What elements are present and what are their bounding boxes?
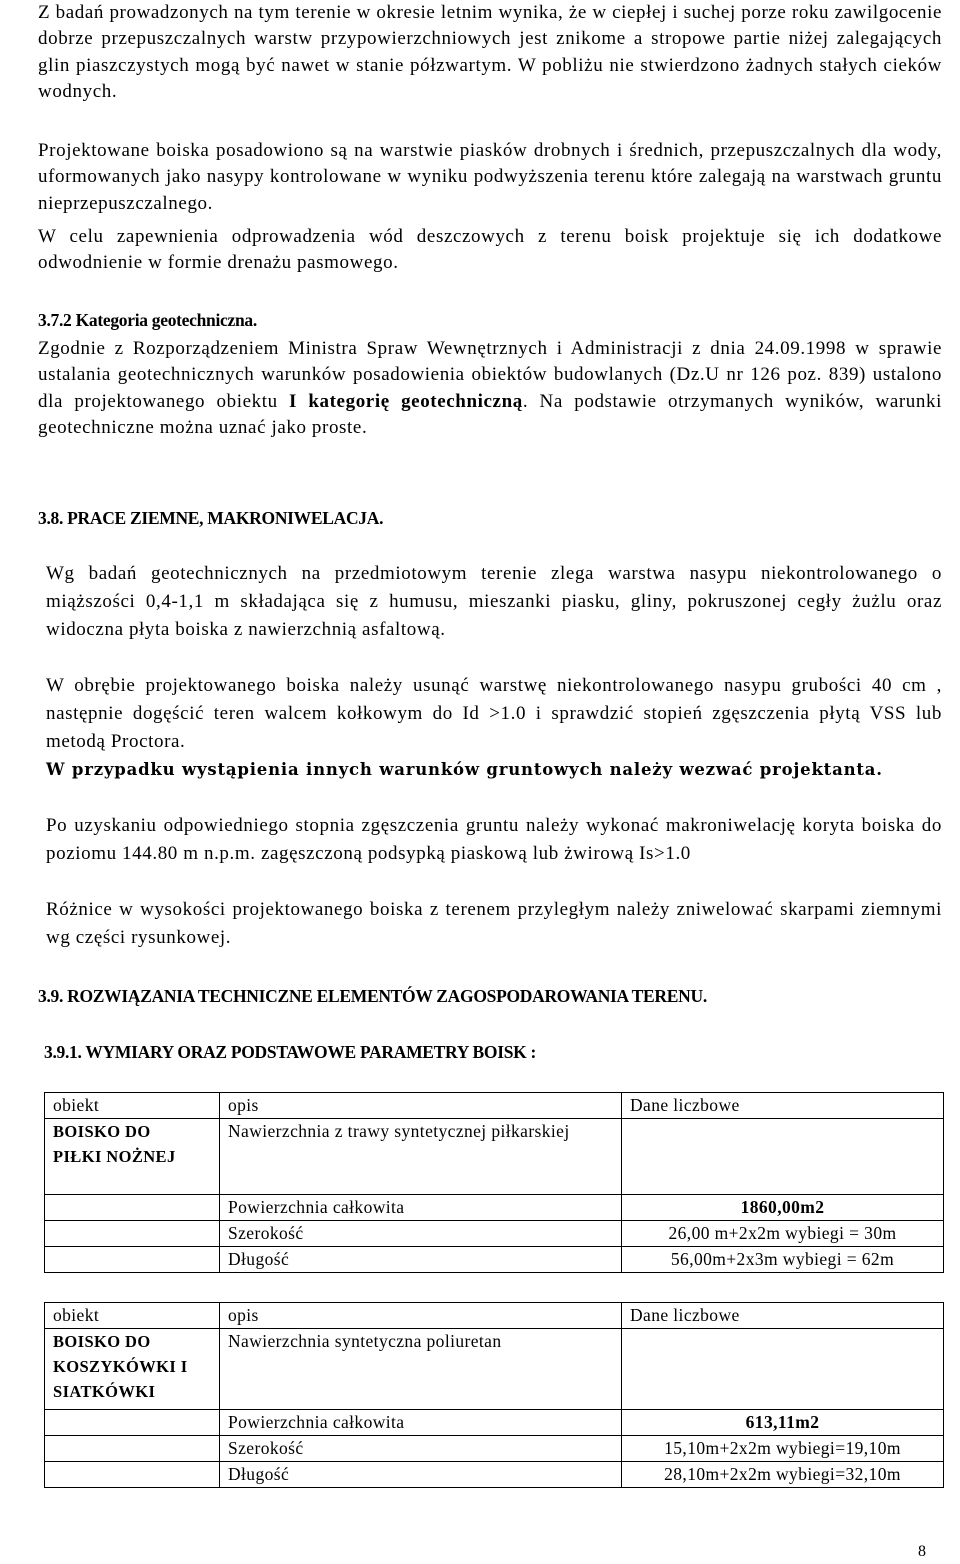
- table-row-name: [45, 1329, 944, 1410]
- header-object: obiekt: [45, 1303, 220, 1329]
- row-label: Długość: [220, 1247, 622, 1273]
- paragraph-fill-removal: W obrębie projektowanego boiska należy usunąć warstwę niekontrolowanego nasypu grubości 40 cm , następnie dogęścić teren walcem kołkowym do Id >1.0 i sprawdzić stopień zgęszczenia płytą VSS lub metodą Proctora.: [46, 675, 942, 752]
- table-basketball-volleyball: [44, 1302, 944, 1488]
- empty-cell: [45, 1462, 220, 1488]
- header-values: Dane liczbowe: [622, 1303, 944, 1329]
- row-value: 26,00 m+2x2m wybiegi = 30m: [622, 1221, 944, 1247]
- table-row: [45, 1195, 944, 1221]
- paragraph-soil-moisture: Z badań prowadzonych na tym terenie w okresie letnim wynika, że w ciepłej i suchej porze roku zawilgocenie dobrze przepuszczalnych warstw przypowierzchniowych jest znikome a stropowe partie niżej zalegających glin piaszczystych mogą być nawet w stanie półzwartym. W pobliżu nie stwierdzono żadnych stałych cieków wodnych.: [38, 2, 942, 103]
- heading-earthworks: 3.8. PRACE ZIEMNE, MAKRONIWELACJA.: [38, 508, 384, 528]
- paragraph-leveling: Po uzyskaniu odpowiedniego stopnia zgęszczenia gruntu należy wykonać makroniwelację koryta boiska do poziomu 144.80 m n.p.m. zagęszczoną podsypką piaskową lub żwirową Is>1.0: [46, 815, 942, 864]
- table-row: [45, 1247, 944, 1273]
- row-value: 613,11m2: [622, 1410, 944, 1436]
- header-description: opis: [220, 1093, 622, 1119]
- table-header-row: [45, 1093, 944, 1119]
- row-label: Powierzchnia całkowita: [220, 1195, 622, 1221]
- empty-cell: [45, 1410, 220, 1436]
- row-label: Powierzchnia całkowita: [220, 1410, 622, 1436]
- table-row: [45, 1410, 944, 1436]
- row-value: 1860,00m2: [622, 1195, 944, 1221]
- heading-geotechnical-category: 3.7.2 Kategoria geotechniczna.: [38, 310, 257, 330]
- pitch-name: [45, 1119, 220, 1195]
- paragraph-slopes: Różnice w wysokości projektowanego boiska z terenem przyległym należy zniwelować skarpami ziemnymi wg części rysunkowej.: [46, 899, 942, 948]
- header-object: obiekt: [45, 1093, 220, 1119]
- pitch-name-line: BOISKO DO: [53, 1332, 151, 1351]
- empty-cell: [45, 1195, 220, 1221]
- empty-cell: [622, 1329, 944, 1410]
- header-description: opis: [220, 1303, 622, 1329]
- table-header-row: [45, 1303, 944, 1329]
- table-row: [45, 1221, 944, 1247]
- empty-cell: [45, 1436, 220, 1462]
- row-label: Szerokość: [220, 1221, 622, 1247]
- text-conditions: . Na podstawie otrzymanych wyników, warunki geotechniczne można uznać jako proste.: [38, 390, 942, 439]
- row-value: 28,10m+2x2m wybiegi=32,10m: [622, 1462, 944, 1488]
- paragraph-drainage: W celu zapewnienia odprowadzenia wód deszczowych z terenu boisk projektuje się ich dodatkowe odwodnienie w formie drenażu pasmowego.: [38, 226, 942, 274]
- empty-cell: [45, 1221, 220, 1247]
- row-label: Szerokość: [220, 1436, 622, 1462]
- paragraph-geotechnical-category: [38, 336, 942, 442]
- paragraph-fill-layer: Wg badań geotechnicznych na przedmiotowym terenie zlega warstwa nasypu niekontrolowanego o miąższości 0,4-1,1 m składająca się z humusu, mieszanki piasku, gliny, pokruszonej cegły żużlu oraz widoczna płyta boiska z nawierzchnią asfaltową.: [46, 563, 942, 640]
- surface-description: Nawierzchnia syntetyczna poliuretan: [220, 1329, 622, 1410]
- row-value: 15,10m+2x2m wybiegi=19,10m: [622, 1436, 944, 1462]
- table-row: [45, 1462, 944, 1488]
- surface-description: Nawierzchnia z trawy syntetycznej piłkarskiej: [220, 1119, 622, 1195]
- page-number: 8: [918, 1543, 926, 1560]
- pitch-name-line: PIŁKI NOŻNEJ: [53, 1147, 176, 1166]
- pitch-name-line: BOISKO DO: [53, 1122, 151, 1141]
- text-category-bold: I kategorię geotechniczną: [289, 390, 523, 412]
- row-label: Długość: [220, 1462, 622, 1488]
- table-row: [45, 1436, 944, 1462]
- row-value: 56,00m+2x3m wybiegi = 62m: [622, 1247, 944, 1273]
- pitch-name-line: SIATKÓWKI: [53, 1382, 156, 1401]
- pitch-name: [45, 1329, 220, 1410]
- table-row-name: [45, 1119, 944, 1195]
- heading-dimensions: 3.9.1. WYMIARY ORAZ PODSTAWOWE PARAMETRY BOISK :: [44, 1042, 537, 1062]
- paragraph-call-designer: W przypadku wystąpienia innych warunków gruntowych należy wezwać projektanta.: [46, 760, 883, 779]
- text-regulation: Zgodnie z Rozporządzeniem Ministra Spraw Wewnętrznych i Administracji z dnia 24.09.1998 w sprawie ustalania geotechnicznych warunków posadowienia obiektów budowlanych (Dz.U nr 126 poz. 839) ustalono dla projektowanego obiektu: [38, 338, 942, 412]
- heading-technical-solutions: 3.9. ROZWIĄZANIA TECHNICZNE ELEMENTÓW ZAGOSPODAROWANIA TERENU.: [38, 986, 707, 1006]
- empty-cell: [622, 1119, 944, 1195]
- table-football-pitch: [44, 1092, 944, 1273]
- empty-cell: [45, 1247, 220, 1273]
- paragraph-foundation: Projektowane boiska posadowiono są na warstwie piasków drobnych i średnich, przepuszczalnych dla wody, uformowanych jako nasypy kontrolowane w wyniku podwyższenia terenu które zalegają na warstwach gruntu nieprzepuszczalnego.: [38, 140, 942, 214]
- pitch-name-line: KOSZYKÓWKI I: [53, 1357, 188, 1376]
- header-values: Dane liczbowe: [622, 1093, 944, 1119]
